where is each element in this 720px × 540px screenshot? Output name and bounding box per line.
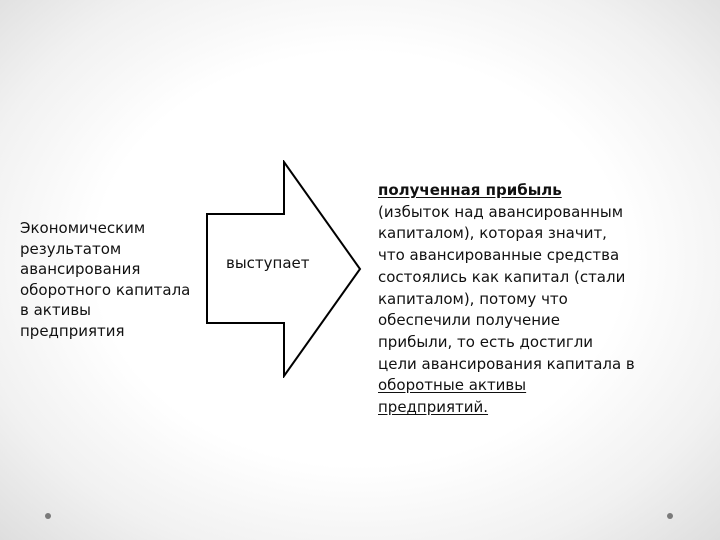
definition-line: прибыли, то есть достигли [378, 332, 594, 351]
definition-line: (избыток над авансированным [378, 202, 624, 221]
corner-dot-left [45, 513, 51, 519]
definition-line: обеспечили получение [378, 311, 560, 330]
current-assets-link[interactable]: оборотные активы [378, 376, 527, 395]
enterprises-link[interactable]: предприятий. [378, 398, 489, 417]
definition-line: состоялись как капитал (стали [378, 267, 626, 286]
arrow-label: выступает [226, 254, 310, 272]
definition-line: что авансированные средства [378, 246, 620, 265]
economic-result-text: Экономическим результатом авансирования оборотного капитала в активы предприятия [20, 219, 191, 340]
corner-dot-right [667, 513, 673, 519]
definition-line: капиталом), потому что [378, 289, 568, 308]
definition-line: капиталом), которая значит, [378, 224, 607, 243]
definition-line: цели авансирования капитала в [378, 354, 635, 373]
profit-title: полученная прибыль [378, 181, 562, 199]
definition-block [378, 180, 698, 419]
